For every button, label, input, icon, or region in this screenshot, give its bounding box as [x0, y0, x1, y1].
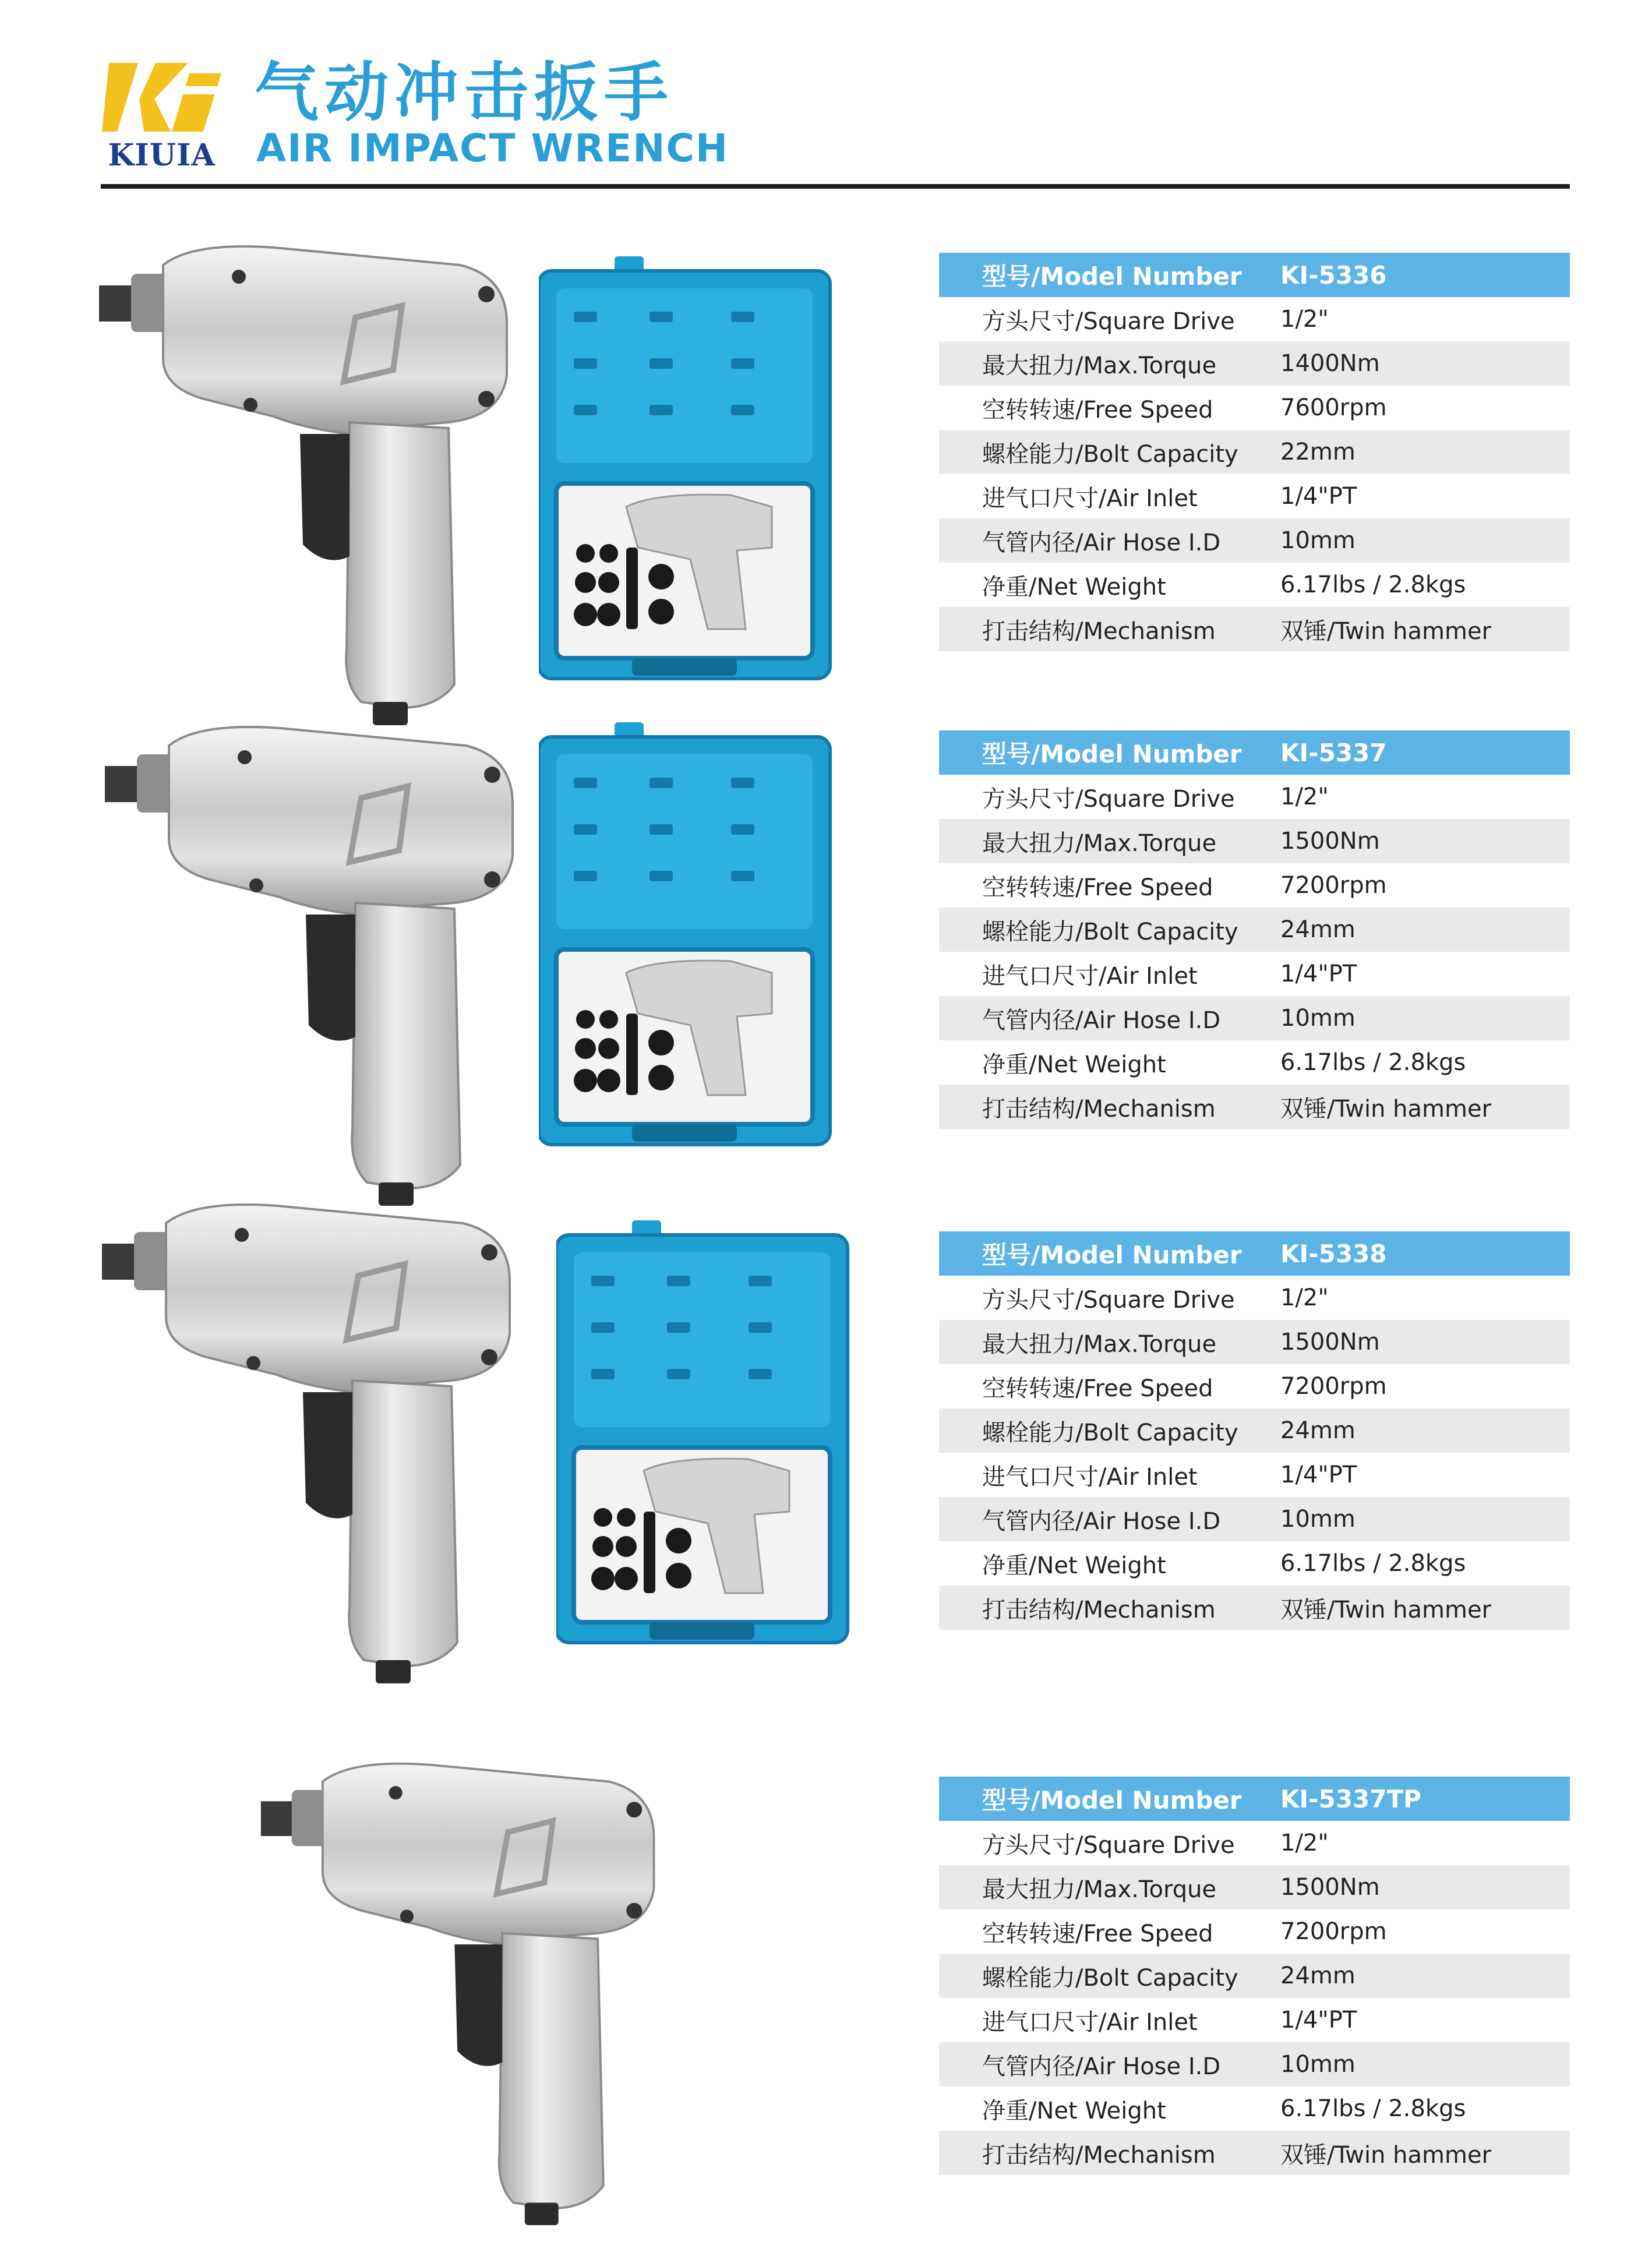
spec-label: 最大扭力/Max.Torque [982, 829, 1217, 857]
spec-label: 空转转速/Free Speed [982, 1920, 1213, 1947]
spec-label: 气管内径/Air Hose I.D [982, 1507, 1221, 1535]
spec-table [939, 1231, 1570, 1630]
spec-label: 净重/Net Weight [982, 2097, 1166, 2124]
spec-label: 气管内径/Air Hose I.D [982, 1007, 1221, 1034]
brand-logo [102, 63, 221, 173]
spec-value: 24mm [1280, 916, 1356, 943]
spec-label: 空转转速/Free Speed [982, 1375, 1213, 1402]
spec-label: 进气口尺寸/Air Inlet [982, 2008, 1198, 2036]
spec-value: 双锤/Twin hammer [1280, 2141, 1492, 2169]
model-label: 型号/Model Number [982, 1786, 1242, 1814]
model-label: 型号/Model Number [982, 1241, 1242, 1269]
table-header [939, 253, 1570, 297]
model-number: KI-5336 [1280, 260, 1387, 289]
spec-value: 6.17lbs / 2.8kgs [1280, 571, 1466, 598]
spec-label: 进气口尺寸/Air Inlet [982, 962, 1198, 990]
table-header [939, 730, 1570, 775]
spec-value: 7200rpm [1280, 1373, 1387, 1400]
spec-value: 双锤/Twin hammer [1280, 1596, 1492, 1623]
model-label: 型号/Model Number [982, 740, 1242, 768]
table-row [939, 341, 1570, 386]
table-row [939, 2131, 1570, 2175]
spec-table [939, 1777, 1570, 2175]
table-row [939, 1821, 1570, 1865]
model-number: KI-5338 [1280, 1239, 1387, 1268]
spec-label: 方头尺寸/Square Drive [982, 1831, 1235, 1859]
spec-value: 6.17lbs / 2.8kgs [1280, 1049, 1466, 1076]
table-row [939, 775, 1570, 819]
spec-value: 1500Nm [1280, 828, 1380, 855]
table-row [939, 1453, 1570, 1497]
table-row [939, 1408, 1570, 1453]
table-row [939, 908, 1570, 952]
spec-label: 进气口尺寸/Air Inlet [982, 485, 1198, 512]
table-header [939, 1231, 1570, 1276]
table-row [939, 1497, 1570, 1541]
spec-label: 最大扭力/Max.Torque [982, 1330, 1217, 1358]
table-row [939, 297, 1570, 341]
spec-value: 7200rpm [1280, 872, 1387, 899]
table-row [939, 1586, 1570, 1630]
table-row [939, 2042, 1570, 2086]
table-row [939, 1541, 1570, 1586]
spec-label: 气管内径/Air Hose I.D [982, 529, 1221, 556]
impact-wrench-photo [239, 1759, 682, 2225]
spec-value: 1/2" [1280, 1284, 1329, 1311]
spec-value: 24mm [1280, 1962, 1356, 1989]
model-number: KI-5337TP [1280, 1784, 1421, 1813]
table-row [939, 996, 1570, 1040]
spec-value: 1/4"PT [1280, 1461, 1357, 1488]
spec-label: 最大扭力/Max.Torque [982, 1876, 1217, 1903]
spec-label: 螺栓能力/Bolt Capacity [982, 918, 1238, 945]
impact-wrench-photo [102, 1200, 516, 1683]
spec-label: 气管内径/Air Hose I.D [982, 2053, 1221, 2080]
spec-label: 方头尺寸/Square Drive [982, 1286, 1235, 1314]
table-row [939, 1998, 1570, 2042]
spec-table [939, 253, 1570, 651]
spec-label: 净重/Net Weight [982, 1051, 1166, 1078]
spec-value: 双锤/Twin hammer [1280, 617, 1492, 645]
spec-value: 7200rpm [1280, 1918, 1387, 1945]
spec-label: 净重/Net Weight [982, 573, 1166, 601]
table-row [939, 1954, 1570, 1998]
spec-label: 螺栓能力/Bolt Capacity [982, 440, 1238, 468]
spec-value: 10mm [1280, 527, 1356, 554]
table-row [939, 563, 1570, 607]
spec-label: 空转转速/Free Speed [982, 396, 1213, 423]
table-row [939, 607, 1570, 651]
page-title-en: AIR IMPACT WRENCH [256, 126, 729, 171]
impact-wrench-photo [105, 722, 518, 1206]
table-header [939, 1777, 1570, 1821]
spec-table [939, 730, 1570, 1129]
spec-value: 1400Nm [1280, 350, 1380, 377]
table-row [939, 1865, 1570, 1909]
spec-value: 1/4"PT [1280, 2007, 1357, 2033]
brand-logo-icon [102, 63, 221, 136]
spec-label: 打击结构/Mechanism [982, 1596, 1216, 1623]
spec-value: 7600rpm [1280, 394, 1387, 421]
spec-value: 6.17lbs / 2.8kgs [1280, 1550, 1466, 1577]
spec-label: 打击结构/Mechanism [982, 1095, 1216, 1122]
spec-label: 打击结构/Mechanism [982, 617, 1216, 645]
impact-wrench-photo [99, 242, 513, 725]
spec-label: 净重/Net Weight [982, 1552, 1166, 1579]
table-row [939, 1040, 1570, 1085]
spec-value: 6.17lbs / 2.8kgs [1280, 2095, 1466, 2122]
tool-case-photo [539, 256, 836, 682]
table-row [939, 430, 1570, 474]
table-row [939, 2086, 1570, 2131]
table-row [939, 819, 1570, 863]
spec-value: 22mm [1280, 439, 1356, 465]
table-row [939, 1909, 1570, 1954]
spec-label: 方头尺寸/Square Drive [982, 308, 1235, 335]
table-row [939, 1364, 1570, 1408]
table-row [939, 1320, 1570, 1364]
spec-value: 10mm [1280, 2051, 1356, 2078]
page-title-cn: 气动冲击扳手 [255, 55, 674, 130]
spec-value: 10mm [1280, 1005, 1356, 1032]
spec-value: 双锤/Twin hammer [1280, 1095, 1492, 1122]
table-row [939, 474, 1570, 518]
table-row [939, 1085, 1570, 1129]
brand-name: KIUIA [108, 137, 216, 173]
spec-label: 方头尺寸/Square Drive [982, 785, 1235, 813]
table-row [939, 952, 1570, 996]
spec-label: 螺栓能力/Bolt Capacity [982, 1964, 1238, 1992]
tool-case-photo [539, 722, 836, 1148]
spec-label: 空转转速/Free Speed [982, 874, 1213, 901]
spec-value: 1/2" [1280, 783, 1329, 810]
table-row [939, 1276, 1570, 1320]
spec-value: 1/4"PT [1280, 483, 1357, 510]
table-row [939, 863, 1570, 908]
model-number: KI-5337 [1280, 738, 1387, 767]
spec-value: 1/2" [1280, 1830, 1329, 1856]
spec-value: 1/4"PT [1280, 961, 1357, 987]
spec-label: 进气口尺寸/Air Inlet [982, 1463, 1198, 1491]
table-row [939, 386, 1570, 430]
spec-label: 打击结构/Mechanism [982, 2141, 1216, 2169]
spec-value: 10mm [1280, 1506, 1356, 1533]
spec-label: 螺栓能力/Bolt Capacity [982, 1419, 1238, 1446]
spec-value: 24mm [1280, 1417, 1356, 1444]
spec-value: 1500Nm [1280, 1874, 1380, 1901]
spec-label: 最大扭力/Max.Torque [982, 352, 1217, 379]
model-label: 型号/Model Number [982, 262, 1242, 291]
tool-case-photo [556, 1220, 853, 1646]
header-divider [101, 184, 1570, 189]
spec-value: 1/2" [1280, 306, 1329, 333]
table-row [939, 518, 1570, 563]
spec-value: 1500Nm [1280, 1329, 1380, 1355]
